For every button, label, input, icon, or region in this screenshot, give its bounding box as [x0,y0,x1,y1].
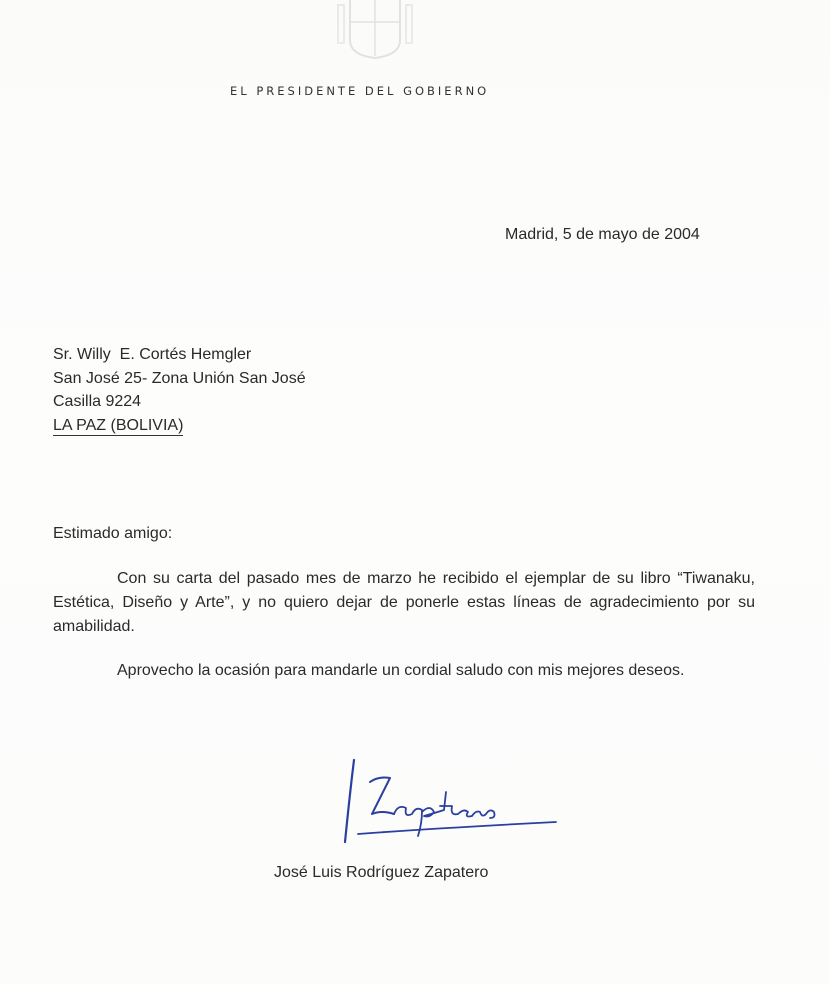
recipient-city: LA PAZ (BOLIVIA) [53,416,184,434]
handwritten-signature [318,752,568,852]
salutation: Estimado amigo: [53,525,173,542]
coat-of-arms-icon [330,0,420,60]
recipient-street: San José 25- Zona Unión San José [53,369,306,387]
recipient-name: Sr. Willy E. Cortés Hemgler [53,346,252,363]
date-line: Madrid, 5 de mayo de 2004 [505,226,700,243]
signer-name: José Luis Rodríguez Zapatero [274,864,489,881]
recipient-po-box: Casilla 9224 [53,393,142,410]
letterhead-title: EL PRESIDENTE DEL GOBIERNO [230,84,490,98]
body-paragraph-1: Con su carta del pasado mes de marzo he recibido el ejemplar de su libro “Tiwanaku, Estética, Diseño y Arte”, y no quiero dejar de ponerle estas líneas de agradecimiento por su amabilidad. [53,570,755,635]
body-paragraph-2: Aprovecho la ocasión para mandarle un cordial saludo con mis mejores deseos. [117,662,685,679]
recipient-address [53,343,306,437]
